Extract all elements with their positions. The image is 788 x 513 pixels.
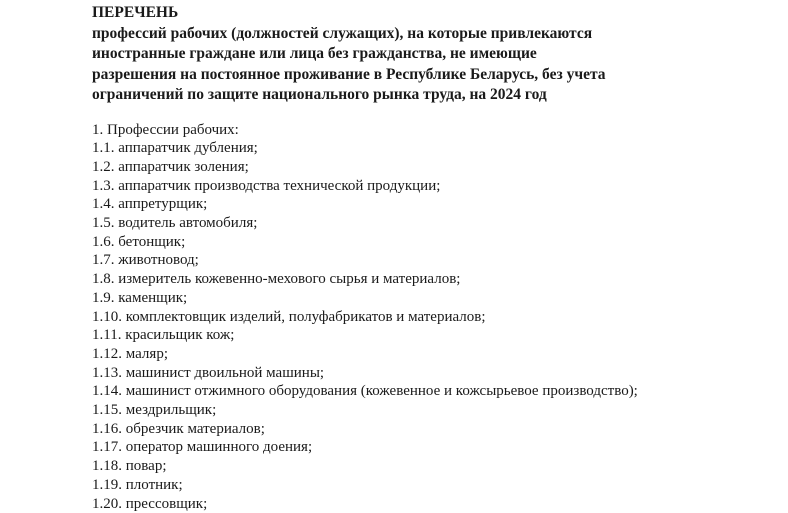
list-item: 1.11. красильщик кож; (92, 326, 778, 345)
list-item: 1.18. повар; (92, 457, 778, 476)
list-item: 1.14. машинист отжимного оборудования (кожевенное и кожсырьевое производство); (92, 382, 778, 401)
list-item: 1.2. аппаратчик золения; (92, 158, 778, 177)
section-heading: 1. Профессии рабочих: (92, 121, 778, 140)
list-item: 1.20. прессовщик; (92, 495, 778, 513)
list-item: 1.8. измеритель кожевенно-мехового сырья и материалов; (92, 270, 778, 289)
list-item: 1.4. аппретурщик; (92, 195, 778, 214)
document-title: ПЕРЕЧЕНЬ (92, 3, 778, 24)
list-item: 1.15. мездрильщик; (92, 401, 778, 420)
list-item: 1.5. водитель автомобиля; (92, 214, 778, 233)
document-subtitle (92, 24, 778, 106)
list-item: 1.3. аппаратчик производства технической продукции; (92, 177, 778, 196)
professions-list (92, 121, 778, 513)
list-item: 1.19. плотник; (92, 476, 778, 495)
profession-items (92, 139, 778, 513)
list-item: 1.17. оператор машинного доения; (92, 438, 778, 457)
subtitle-line: иностранные граждане или лица без гражданства, не имеющие (92, 44, 778, 65)
list-item: 1.13. машинист двоильной машины; (92, 364, 778, 383)
list-item: 1.1. аппаратчик дубления; (92, 139, 778, 158)
list-item: 1.10. комплектовщик изделий, полуфабрикатов и материалов; (92, 308, 778, 327)
subtitle-line: ограничений по защите национального рынка труда, на 2024 год (92, 85, 778, 106)
list-item: 1.16. обрезчик материалов; (92, 420, 778, 439)
list-item: 1.9. каменщик; (92, 289, 778, 308)
header-gap (92, 106, 778, 121)
document-header (92, 3, 778, 106)
list-item: 1.6. бетонщик; (92, 233, 778, 252)
subtitle-line: профессий рабочих (должностей служащих), на которые привлекаются (92, 24, 778, 45)
subtitle-line: разрешения на постоянное проживание в Республике Беларусь, без учета (92, 65, 778, 86)
list-item: 1.12. маляр; (92, 345, 778, 364)
list-item: 1.7. животновод; (92, 251, 778, 270)
